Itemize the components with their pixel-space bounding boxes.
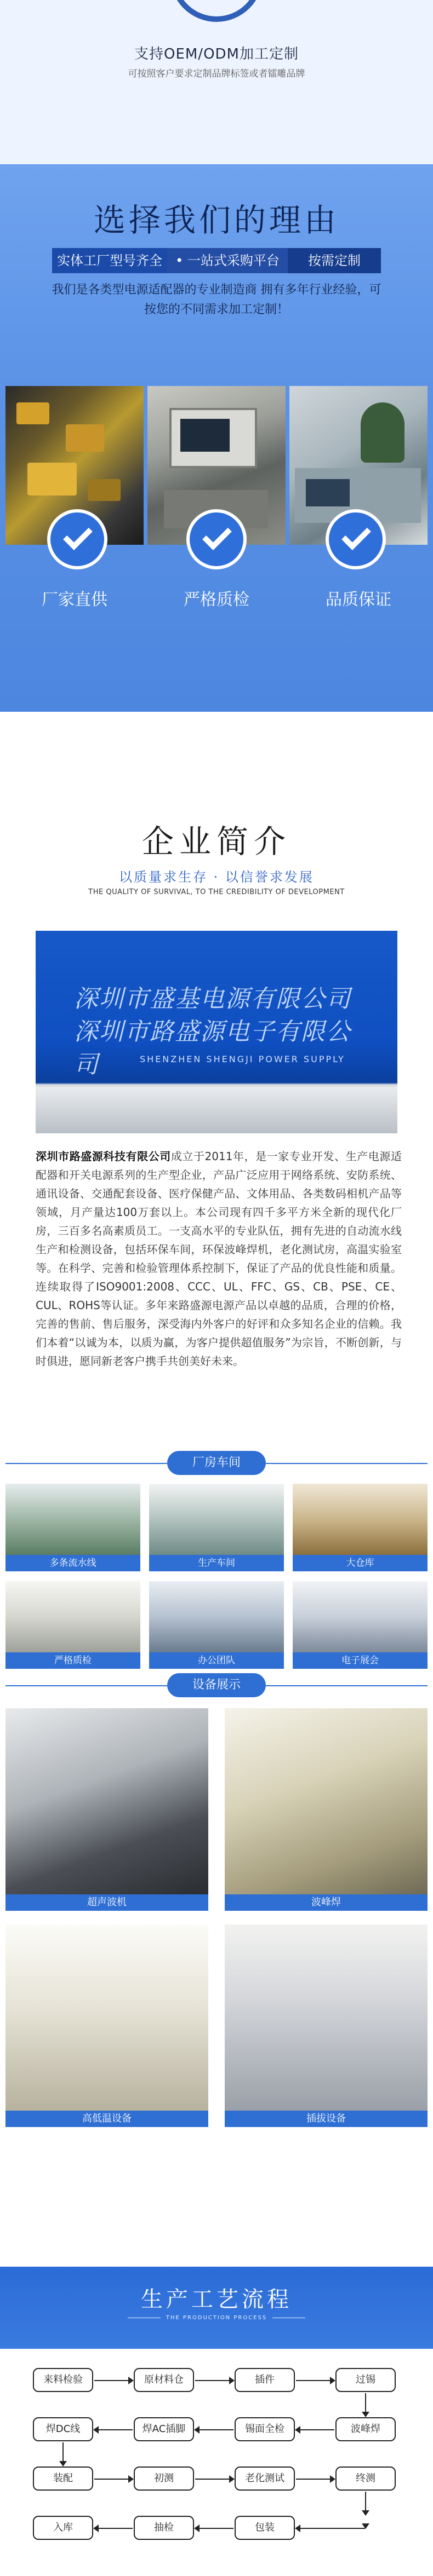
equipment-caption: 超声波机	[5, 1894, 208, 1911]
company-intro-section	[0, 712, 433, 1451]
arrow-right-icon	[195, 2479, 233, 2480]
oem-subtitle: 可按照客户要求定制品牌标签或者镭雕品牌	[128, 68, 305, 79]
factory-card	[293, 1484, 428, 1571]
arrow-right-icon	[94, 2479, 133, 2480]
factory-caption: 严格质检	[5, 1652, 140, 1669]
factory-caption: 电子展会	[293, 1652, 428, 1669]
process-subtitle: THE PRODUCTION PROCESS	[0, 2315, 433, 2321]
intro-body	[36, 1147, 402, 1370]
factory-photo	[293, 1581, 428, 1652]
process-section	[0, 2267, 433, 2576]
why-check-row	[0, 509, 433, 575]
equipment-caption: 波峰焊	[225, 1894, 428, 1911]
arrow-down-icon	[365, 2393, 366, 2416]
arrow-right-icon	[195, 2380, 233, 2381]
equipment-card	[5, 1924, 208, 2127]
equipment-card	[5, 1708, 208, 1911]
intro-body-text: 成立于2011年，是一家专业开发、生产电源适配器和开关电源系列的生产型企业，产品广泛应用于网络系统、安防系统、通讯设备、交通配套设备、医疗保健产品、文体用品、各类数码相机产品等领域，月产量达100万套以上。本公司现有四千多平方米全新的现代化厂房，三百多名高素质员工。一支高水平的专业队伍，拥有先进的自动流水线生产和检测设备，包括环保车间，环保波峰焊机，老化测试房，高温实验室等。在科学、完善和检验管理体系控制下，保证了产品的优良性能和质量。连续取得了ISO9001:2008、CCC、UL、FFC、GS、CB、PSE、CE、CUL、ROHS等认证。多年来路盛源电源产品以卓越的品质，合理的价格，完善的售前、售后服务，深受海内外客户的好评和众多知名企业的信赖。我们本着“以诚为本，以质为赢，为客户提供超值服务”为宗旨，不断创新，与时俱进，愿同新老客户携手共创美好未来。	[36, 1150, 402, 1368]
arrow-left-icon	[195, 2429, 233, 2430]
equipment-photo	[5, 1708, 208, 1894]
why-description: 我们是各类型电源适配器的专业制造商 拥有多年行业经验，可按您的不同需求加工定制！	[52, 283, 381, 316]
arrow-left-icon	[296, 2528, 365, 2529]
equipment-card	[225, 1924, 428, 2127]
process-title: 生产工艺流程	[141, 2287, 292, 2312]
arrow-down-icon	[62, 2442, 64, 2465]
equipment-photo	[5, 1924, 208, 2111]
intro-title: 企业简介	[141, 823, 291, 860]
arrow-right-icon	[296, 2479, 334, 2480]
oem-title: 支持OEM/ODM加工定制	[134, 46, 299, 62]
factory-card	[5, 1581, 140, 1669]
reception-desk	[36, 1087, 397, 1133]
equipment-grid	[5, 1708, 428, 2130]
factory-card	[149, 1484, 284, 1571]
intro-slogan-en: THE QUALITY OF SURVIVAL, TO THE CREDIBILITY OF DEVELOPMENT	[88, 888, 345, 896]
check-icon	[326, 509, 386, 569]
arrow-left-icon	[94, 2528, 133, 2529]
arrow-right-icon	[94, 2380, 133, 2381]
factory-photo	[149, 1484, 284, 1555]
factory-card	[5, 1484, 140, 1571]
process-step: 装配	[33, 2466, 93, 2491]
factory-caption: 大仓库	[293, 1555, 428, 1571]
process-step: 锡面全检	[235, 2417, 295, 2441]
check-icon	[47, 509, 107, 569]
why-choose-section	[0, 164, 433, 712]
factory-photo	[5, 1484, 140, 1555]
process-step: 插件	[235, 2368, 295, 2392]
intro-slogan: 以质量求生存 · 以信誉求发展	[119, 869, 314, 885]
equipment-caption: 插拔设备	[225, 2111, 428, 2127]
factory-photo	[293, 1484, 428, 1555]
process-step: 波峰焊	[335, 2417, 396, 2441]
process-step: 初测	[134, 2466, 194, 2491]
equipment-caption: 高低温设备	[5, 2111, 208, 2127]
process-step: 原材料仓	[134, 2368, 194, 2392]
factory-card	[293, 1581, 428, 1669]
arrow-left-icon	[296, 2429, 334, 2430]
process-step: 焊AC插脚	[134, 2417, 194, 2441]
check-icon	[186, 509, 247, 569]
oem-section	[0, 0, 433, 164]
factory-section	[0, 1451, 433, 2124]
arrow-left-icon	[94, 2429, 133, 2430]
process-step: 来料检验	[33, 2368, 93, 2392]
process-step: 老化测试	[235, 2466, 295, 2491]
equipment-photo	[225, 1708, 428, 1894]
connector	[365, 2492, 366, 2528]
equipment-pill-title: 设备展示	[167, 1673, 266, 1697]
divider	[5, 1685, 167, 1686]
process-step: 包装	[235, 2516, 295, 2540]
factory-card	[149, 1581, 284, 1669]
factory-caption: 办公团队	[149, 1652, 284, 1669]
divider	[266, 1463, 428, 1464]
why-tag-custom: 按需定制	[288, 248, 381, 273]
badge-strict-qc: 严格质检	[184, 590, 249, 609]
company-sign-text: 深圳市盛基电源有限公司 深圳市路盛源电子有限公司	[74, 985, 351, 1079]
process-header	[0, 2267, 433, 2349]
process-step: 过锡	[335, 2368, 396, 2392]
factory-photo	[149, 1581, 284, 1652]
factory-caption: 生产车间	[149, 1555, 284, 1571]
why-tag-factory: 实体工厂型号齐全	[52, 248, 167, 273]
process-step: 焊DC线	[33, 2417, 93, 2441]
process-step: 入库	[33, 2516, 93, 2540]
equipment-photo	[225, 1924, 428, 2111]
arrow-left-icon	[195, 2528, 233, 2529]
badge-direct-supply: 厂家直供	[42, 590, 107, 609]
why-labels	[0, 586, 433, 608]
arrow-right-icon	[296, 2380, 334, 2381]
why-title: 选择我们的理由	[93, 201, 339, 239]
divider	[266, 1685, 428, 1686]
process-step: 终测	[335, 2466, 396, 2491]
badge-quality: 品质保证	[326, 590, 391, 609]
company-sign-en: SHENZHEN SHENGJI POWER SUPPLY	[140, 1054, 345, 1064]
why-tags	[52, 248, 381, 273]
divider	[5, 1463, 167, 1464]
factory-caption: 多条流水线	[5, 1555, 140, 1571]
why-tag-one-stop: • 一站式采购平台	[167, 248, 288, 273]
process-step: 抽检	[134, 2516, 194, 2540]
equipment-card	[225, 1708, 428, 1911]
factory-pill-title: 厂房车间	[167, 1451, 266, 1475]
company-sign-photo	[36, 931, 397, 1133]
company-name: 深圳市路盛源科技有限公司	[36, 1150, 171, 1163]
factory-grid	[5, 1484, 428, 1670]
factory-photo	[5, 1581, 140, 1652]
